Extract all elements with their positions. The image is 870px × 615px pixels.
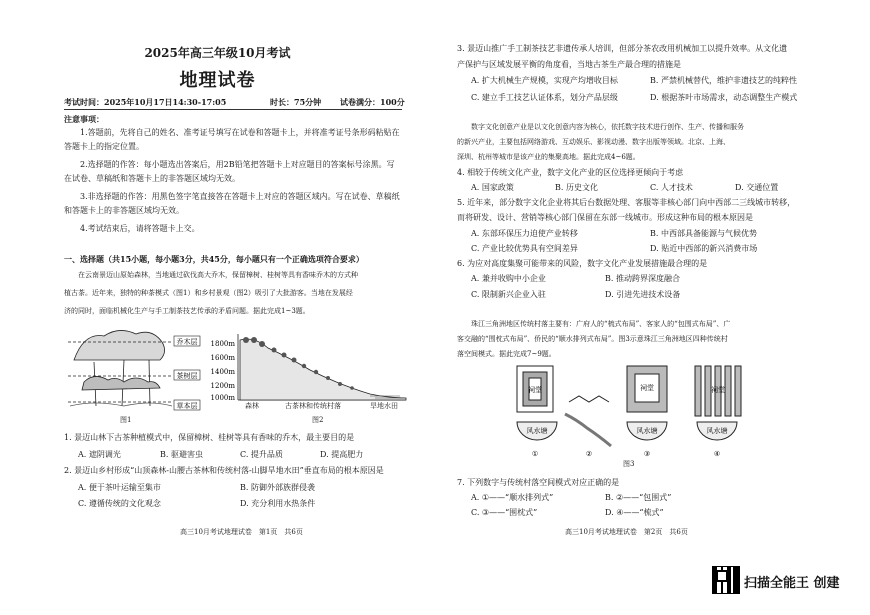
q7-option: B. ②——“包围式”: [605, 493, 672, 502]
fig2-xlabel: 古茶林和传统村落: [285, 402, 341, 410]
fig1-layer-label: 草本层: [176, 402, 198, 410]
intro2-line: 数字文化创意产业是以文化创意内容为核心，依托数字技术进行创作、生产、传播和服务: [471, 123, 744, 131]
note-line: 1.答题前，先将自己的姓名、准考证号填写在试卷和答题卡上，并将准考证号条形码粘贴在: [80, 128, 400, 137]
q2-option: B. 防御外部族群侵袭: [240, 483, 315, 492]
q3-option: A. 扩大机械生产规模，实现产均增收目标: [471, 76, 618, 85]
intro2-line: 的新兴产业，主要包括网络游戏、互动娱乐、影视动漫、数字出版等领域。北京、上海、: [457, 138, 730, 146]
intro-line: 在云南景迈山原始森林，当地通过砍伐高大乔木，保留樟树、桂树等具有香味乔木的方式种: [78, 271, 358, 279]
q1-option: B. 驱避害虫: [160, 450, 203, 459]
q5-option: D. 贴近中西部的新兴消费市场: [650, 244, 758, 253]
question-1: 1. 景迈山林下古茶种植模式中，保留樟树、桂树等具有香味的乔木，最主要目的是: [64, 433, 355, 442]
exam-time: 考试时间：2025年10月17日14:30-17:05: [64, 97, 227, 107]
fig2-ytick: 1600m: [210, 354, 235, 362]
fig3-pond-label: 风水塘: [706, 427, 728, 435]
intro-line: 植古茶。近年来，独特的种茶模式（图1）和乡村景观（图2）吸引了大批游客。当地在发展经: [64, 289, 353, 297]
exam-title: 2025年高三年级10月考试: [144, 46, 291, 60]
intro-line: 济的同时，面临机械化生产与手工制茶技艺传承的矛盾问题。据此完成1~3题。: [64, 307, 310, 315]
q6-option: A. 兼并收购中小企业: [471, 274, 546, 283]
qr-code-icon: [712, 566, 740, 594]
fig1-layer-label: 乔木层: [176, 338, 198, 346]
question-3-line: 3. 景迈山推广手工制茶技艺非遗传承人培训，但部分茶农改用机械加工以提升效率。从文化遗: [457, 44, 788, 53]
exam-full-score: 试卷满分：100分: [340, 97, 405, 107]
question-5-line: 而将研发、设计、营销等核心部门保留在东部一线城市。形成这种布局的根本原因是: [457, 213, 753, 222]
q3-option: D. 根据茶叶市场需求，动态调整生产模式: [650, 93, 798, 102]
note-line: 2.选择题的作答：每小题选出答案后，用2B铅笔把答题卡上对应题目的答案标号涂黑。写: [80, 160, 395, 169]
page-footer: 高三10月考试地理试卷 第2页 共6页: [565, 528, 688, 536]
q7-option: C. ③——“围枕式”: [471, 508, 538, 517]
note-line: 4.考试结束后，请将答题卡上交。: [80, 224, 200, 233]
intro3-line: 珠江三角洲地区传统村落主要有：广府人的“梳式布局”、客家人的“包围式布局”、广: [471, 320, 731, 328]
question-4: 4. 相较于传统文化产业，数字文化产业的区位选择更倾向于考虑: [457, 168, 684, 177]
q4-option: D. 交通位置: [735, 183, 779, 192]
fig2-ytick: 1000m: [210, 394, 235, 402]
fig2-ytick: 1800m: [210, 340, 235, 348]
header-divider: [64, 109, 402, 110]
question-5-line: 5. 近年来，部分数字文化企业将其后台数据处理、客服等非核心部门向中西部二三线城市转移，: [457, 198, 796, 207]
q2-option: A. 便于茶叶运输至集市: [78, 483, 161, 492]
q6-option: C. 限制新兴企业入驻: [471, 290, 546, 299]
q6-option: B. 推动跨界深度融合: [605, 274, 680, 283]
scanner-watermark: 扫描全能王 创建: [744, 576, 840, 591]
figure-1-caption: 图1: [120, 416, 132, 424]
fig2-xlabel: 森林: [245, 402, 259, 410]
fig3-inner-label: 祠堂: [640, 384, 654, 392]
fig2-ytick: 1400m: [210, 368, 235, 376]
fig3-pond-label: 风水塘: [636, 427, 658, 435]
figure-3-village-layouts: [507, 362, 767, 460]
question-6: 6. 为应对高度集聚可能带来的风险，数字文化产业发展措施最合理的是: [457, 259, 708, 268]
q4-option: B. 历史文化: [555, 183, 598, 192]
note-line: 在试卷、草稿纸和答题卡上的非答题区域均无效。: [64, 174, 240, 183]
fig3-number: ③: [643, 450, 651, 458]
intro3-line: 落空间模式。据此完成7~9题。: [457, 350, 556, 358]
fig3-inner-label: 祠堂: [711, 386, 725, 394]
q5-option: B. 中西部具备能源与气候优势: [650, 229, 757, 238]
q3-option: B. 严禁机械替代，维护非遗技艺的纯粹性: [650, 76, 797, 85]
page-footer: 高三10月考试地理试卷 第1页 共6页: [180, 528, 303, 536]
q1-option: A. 遮阴调光: [78, 450, 121, 459]
section-heading: 一、选择题（共15小题，每小题3分，共45分，每小题只有一个正确选项符合要求）: [64, 254, 364, 264]
q1-option: D. 提高肥力: [320, 450, 364, 459]
q2-option: C. 遵循传统的文化观念: [78, 499, 161, 508]
note-line: 答题卡上的指定位置。: [64, 142, 144, 151]
q2-option: D. 充分利用水热条件: [240, 499, 316, 508]
q4-option: C. 人才技术: [650, 183, 693, 192]
q7-option: D. ④——“梳式”: [605, 508, 664, 517]
question-7: 7. 下列数字与传统村落空间模式对应正确的是: [457, 478, 620, 487]
fig3-inner-label: 祠堂: [528, 386, 542, 394]
q7-option: A. ①——“顺水排列式”: [471, 493, 554, 502]
note-line: 3.非选择题的作答：用黑色签字笔直接答在答题卡上对应的答题区域内。写在试卷、草稿纸: [80, 192, 400, 201]
figure-2-caption: 图2: [312, 416, 324, 424]
subject-title: 地理试卷: [179, 70, 256, 91]
q4-option: A. 国家政策: [471, 183, 514, 192]
fig3-number: ②: [585, 450, 593, 458]
figure-1-tea-forest: [64, 322, 204, 422]
q6-option: D. 引进先进技术设备: [605, 290, 681, 299]
q1-option: C. 提升品质: [240, 450, 283, 459]
figure-3-caption: 图3: [623, 460, 635, 468]
fig3-number: ④: [713, 450, 721, 458]
fig2-ytick: 1200m: [210, 382, 235, 390]
intro3-line: 客交融的“围枕式布局”、侨民的“顺水排列式布局”。图3示意珠江三角洲地区四种传统村: [457, 335, 728, 343]
fig1-layer-label: 茶树层: [176, 372, 198, 380]
intro2-line: 深圳、杭州等城市是该产业的集聚高地。据此完成4~6题。: [457, 153, 640, 161]
q3-option: C. 建立手工技艺认证体系，划分产品层级: [471, 93, 618, 102]
fig3-pond-label: 风水塘: [526, 427, 548, 435]
question-3-line: 产保护与区域发展平衡的角度看，当地古茶生产最合理的措施是: [457, 60, 681, 69]
fig3-number: ①: [531, 450, 539, 458]
fig2-xlabel: 旱地水田: [370, 402, 398, 410]
q5-option: C. 产业比较优势具有空间差异: [471, 244, 578, 253]
notes-heading: 注意事项：: [64, 114, 104, 124]
note-line: 和答题卡上的非答题区域均无效。: [64, 206, 184, 215]
q5-option: A. 东部环保压力迫使产业转移: [471, 229, 578, 238]
right-page: [435, 0, 870, 615]
exam-duration: 时长：75分钟: [270, 97, 322, 107]
question-2: 2. 景迈山乡村形成“山顶森林-山腰古茶林和传统村落-山脚旱地水田”垂直布局的根本原因是: [64, 466, 384, 475]
